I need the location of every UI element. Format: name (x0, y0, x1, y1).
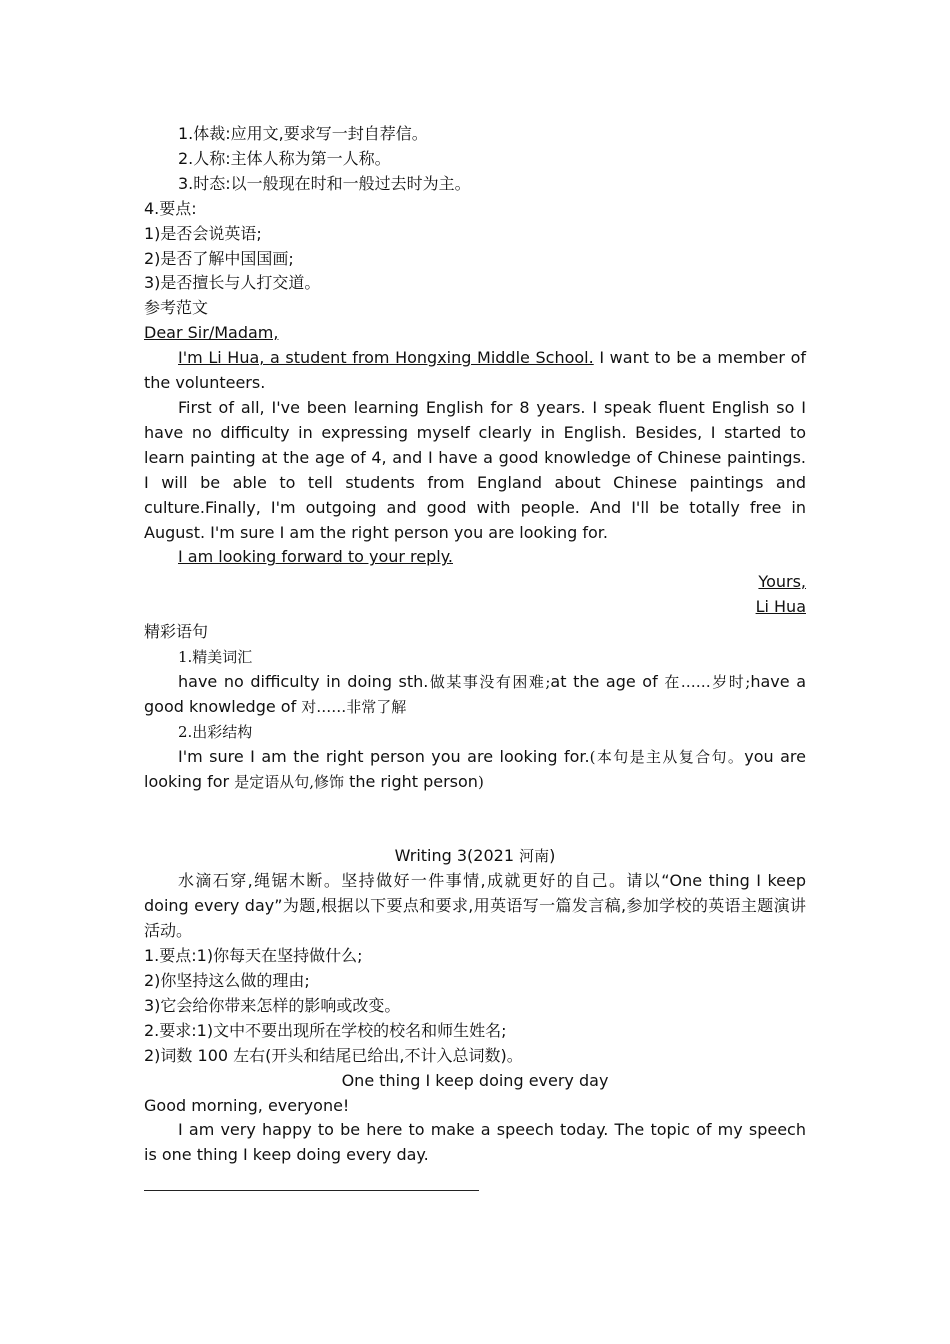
letter-signoff (144, 570, 806, 595)
point-item: 2)是否了解中国国画; (144, 248, 294, 268)
writing3-title-paren: (2021 (467, 846, 520, 866)
vocab-a-cn: 做某事没有困难; (428, 672, 551, 691)
letter-signature (144, 595, 806, 620)
writing3-prompt: 水滴石穿,绳锯木断。坚持做好一件事情,成就更好的自己。请以“One thing I keep doing every day”为题,根据以下要点和要求,用英语写一篇发言稿,参加学校的英语主题演讲活动。 (144, 871, 806, 941)
point-item: 3)是否擅长与人打交道。 (144, 273, 321, 293)
analysis-item: 3.时态:以一般现在时和一般过去时为主。 (178, 173, 471, 193)
writing3-line: 3)它会给你带来怎样的影响或改变。 (144, 995, 401, 1015)
structure-en: I'm sure I am the right person you are looking for. (178, 746, 590, 766)
structure-en3: the right person (343, 771, 478, 791)
points-title: 4.要点: (144, 198, 197, 218)
signature-text: Li Hua (755, 597, 806, 617)
vocab-b-cn: 在……岁时; (664, 672, 751, 691)
writing3-title (144, 844, 806, 869)
signoff-text: Yours, (758, 572, 806, 592)
underlined-intro: I'm Li Hua, a student from Hongxing Middle School. (178, 348, 594, 368)
writing3-line: 2.要求:1)文中不要出现所在学校的校名和师生姓名; (144, 1020, 507, 1040)
vocab-title (144, 645, 806, 670)
sample-heading: 参考范文 (144, 298, 209, 318)
analysis-item: 2.人称:主体人称为第一人称。 (178, 148, 391, 168)
letter-closing (144, 545, 806, 570)
structure-cn1: (本句是主从复合句。 (589, 747, 745, 766)
writing3-title-cn: 河南 (519, 847, 550, 866)
structure-title (144, 720, 806, 745)
letter-salutation (144, 321, 806, 346)
letter-paragraph-1 (144, 346, 806, 396)
writing3-title-en: Writing 3 (394, 846, 468, 866)
structure-cn2: 是定语从句,修饰 (234, 772, 344, 791)
analysis-item: 1.体裁:应用文,要求写一封自荐信。 (178, 124, 428, 143)
intro-rest: I want to be a member of the volunteers. (144, 348, 806, 393)
salutation-text: Dear Sir/Madam, (144, 323, 279, 343)
speech-title: One thing I keep doing every day (341, 1070, 609, 1090)
structure-line (144, 745, 806, 795)
section-gap (144, 794, 806, 844)
speech-opening: I am very happy to be here to make a speech today. The topic of my speech is one thing I keep doing every day. (144, 1120, 806, 1165)
vocab-c: have a good knowledge of (144, 671, 807, 716)
vocab-title-text: 1.精美词汇 (178, 648, 253, 667)
answer-line (144, 1190, 479, 1191)
vocab-c-cn: 对……非常了解 (301, 697, 407, 716)
closing-text: I am looking forward to your reply. (178, 547, 453, 567)
structure-cn3: ) (477, 772, 484, 791)
letter-paragraph-2: First of all, I've been learning English for 8 years. I speak fluent English so I have no difficulty in expressing myself clearly in English. Besides, I started to learn painting at the age of 4, and I have a good knowledge of Chinese paintings. I will be able to tell students from England about Chinese paintings and culture.Finally, I'm outgoing and good with people. And I'll be totally free in August. I'm sure I am the right person you are looking for. (144, 397, 806, 542)
writing3-line: 1.要点:1)你每天在坚持做什么; (144, 946, 363, 966)
structure-en2: you are looking for (144, 746, 807, 791)
writing3-line: 2)词数 100 左右(开头和结尾已给出,不计入总词数)。 (144, 1045, 523, 1065)
vocab-b: at the age of (550, 671, 665, 691)
point-item: 1)是否会说英语; (144, 223, 262, 243)
highlights-heading: 精彩语句 (144, 622, 209, 642)
writing3-title-close: ) (549, 846, 556, 866)
writing3-line: 2)你坚持这么做的理由; (144, 971, 310, 990)
structure-title-text: 2.出彩结构 (178, 722, 253, 741)
vocab-line (144, 670, 806, 720)
speech-greeting: Good morning, everyone! (144, 1095, 350, 1115)
document-page (144, 122, 806, 1191)
vocab-a: have no difficulty in doing sth. (178, 671, 429, 691)
